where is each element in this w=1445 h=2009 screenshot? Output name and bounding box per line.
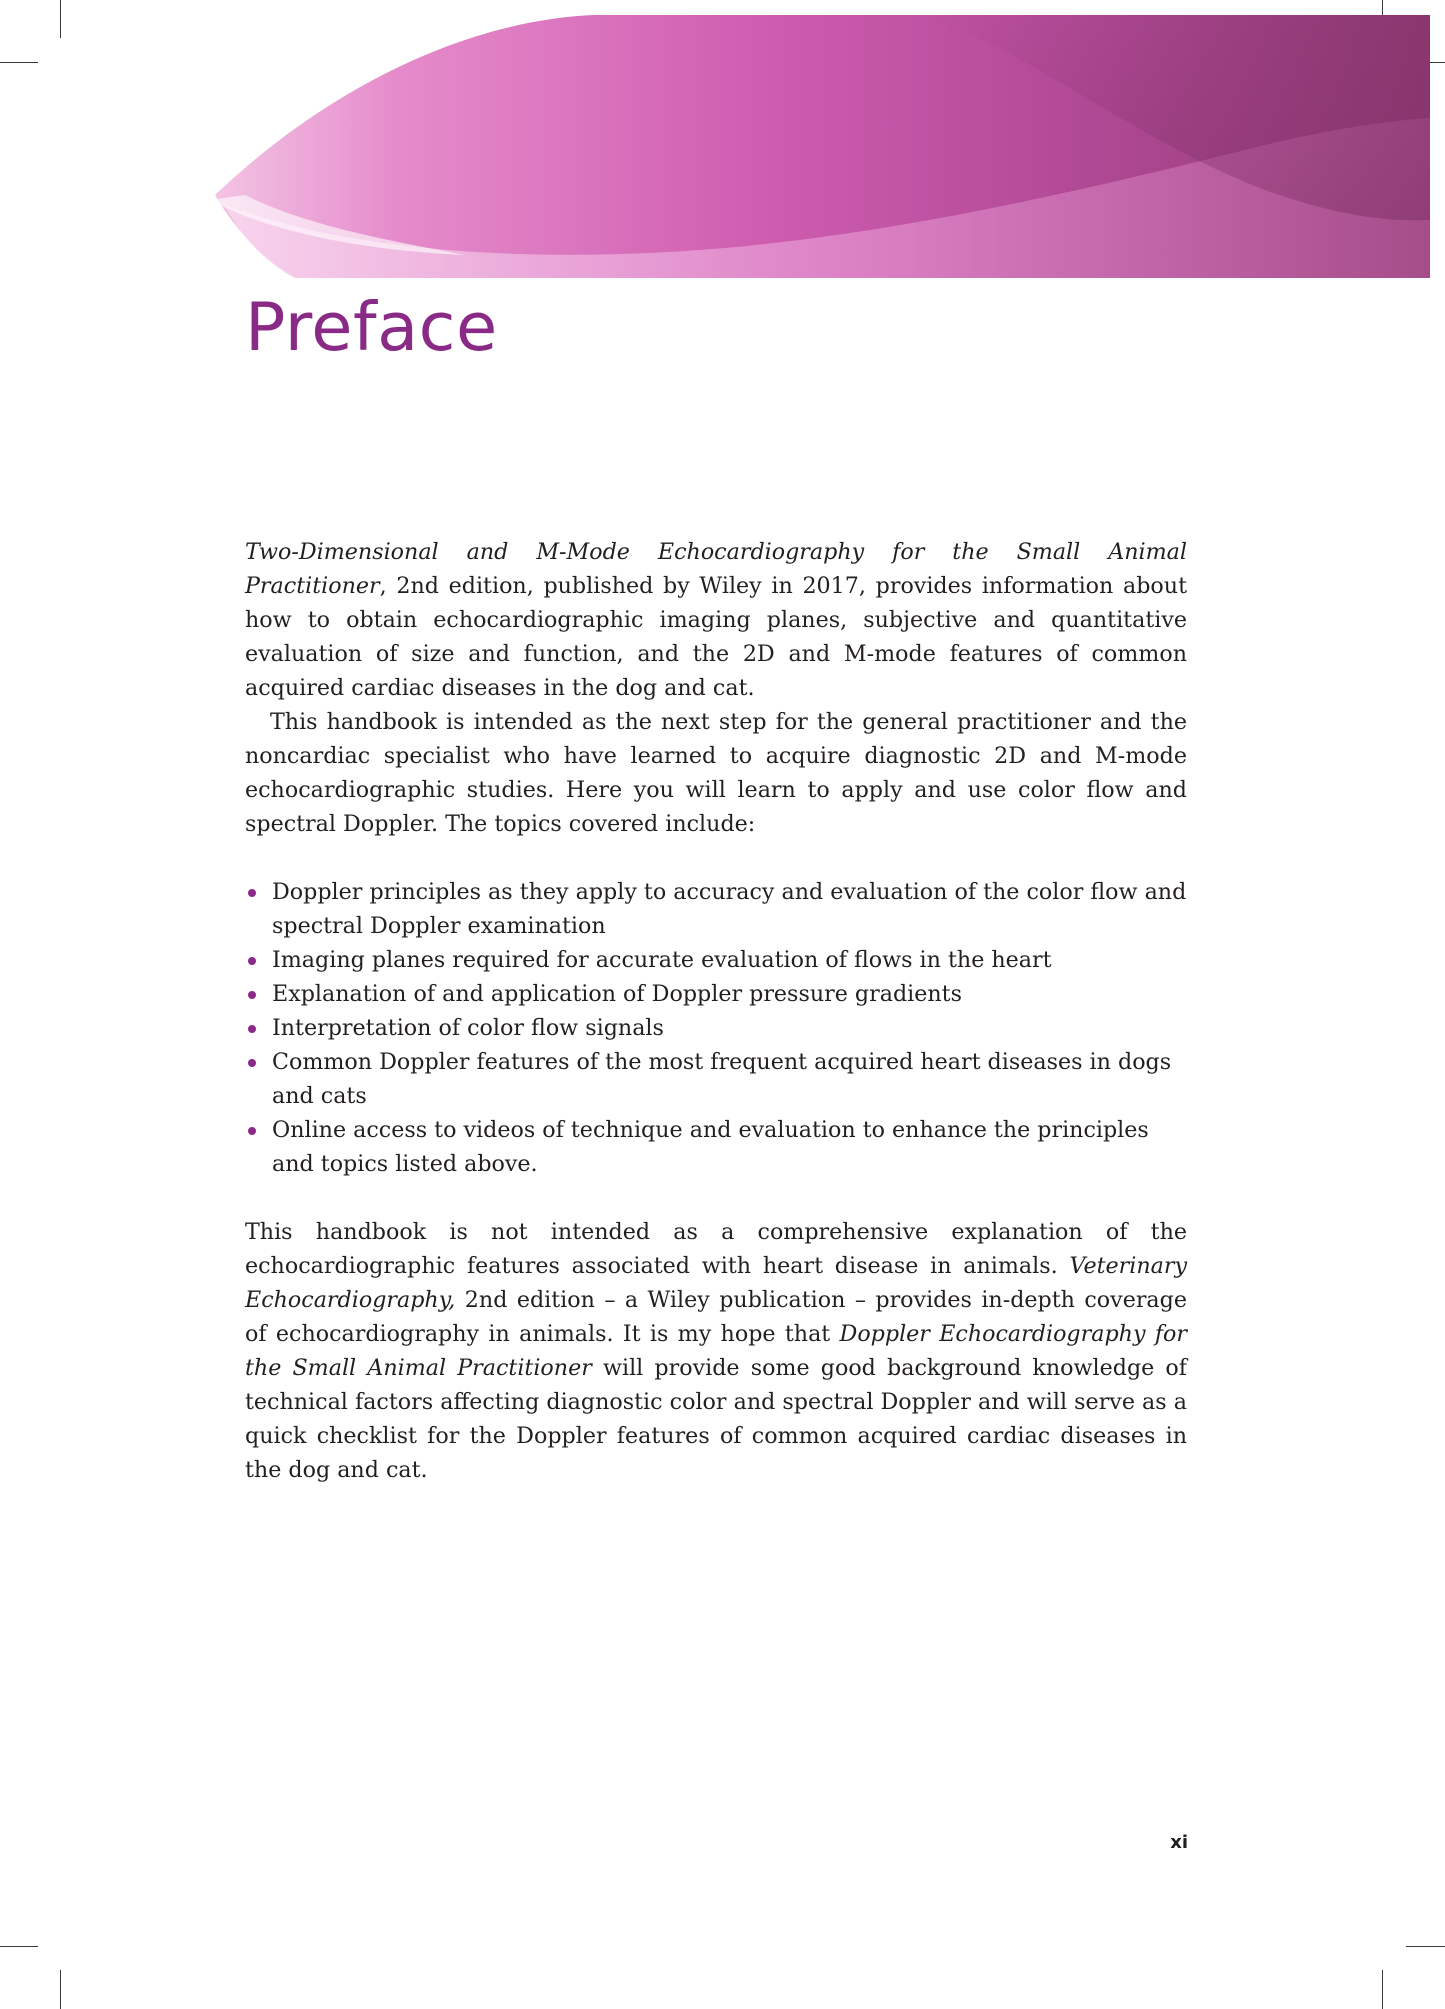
- crop-mark: [0, 62, 38, 63]
- bullet-icon: [248, 957, 256, 965]
- crop-mark: [60, 1970, 61, 2009]
- crop-mark: [60, 0, 61, 38]
- chapter-banner: [205, 0, 1430, 280]
- list-item-text: Interpretation of color flow signals: [272, 1015, 664, 1041]
- paragraph-text: , 2nd edition, published by Wiley in 2017, provides information about how to obtain echocardiographic imaging planes, subjective and quantitative evaluation of size and function, and the 2D and M-mode features of common acquired cardiac diseases in the dog and cat.: [245, 573, 1187, 701]
- paragraph-purpose: This handbook is intended as the next step for the general practitioner and the noncardiac specialist who have learned to acquire diagnostic 2D and M-mode echocardiographic studies. Here you will learn to apply and use color flow and spectral Doppler. The topics covered include:: [245, 709, 1187, 837]
- bullet-icon: [248, 1059, 256, 1067]
- crop-mark: [1406, 1946, 1445, 1947]
- paragraph-text: will provide some good background knowledge of technical factors affecting diagnostic color and spectral Doppler and will serve as a quick checklist for the Doppler features of common acquired cardiac diseases in the dog and cat.: [245, 1355, 1187, 1483]
- crop-mark: [1382, 1970, 1383, 2009]
- list-item-text: Imaging planes required for accurate evaluation of flows in the heart: [272, 947, 1052, 973]
- bullet-icon: [248, 889, 256, 897]
- bullet-icon: [248, 1127, 256, 1135]
- book-title-italic: Two-Dimensional and M-Mode Echocardiography for the Small Animal Practitioner: [245, 539, 1187, 599]
- page-title: Preface: [245, 288, 498, 366]
- topics-list: [245, 875, 1187, 1181]
- list-item: [245, 1113, 1187, 1181]
- list-item-text: Doppler principles as they apply to accuracy and evaluation of the color flow and spectral Doppler examination: [272, 879, 1187, 939]
- paragraph-text: This handbook is not intended as a comprehensive explanation of the echocardiographic features associated with heart disease in animals.: [245, 1219, 1187, 1279]
- preface-body: [245, 535, 1187, 1487]
- paragraph-intro: [245, 535, 1187, 705]
- paragraph-closing: [245, 1215, 1187, 1487]
- book-title-italic: Doppler Echocardiography for the Small Animal Practitioner: [245, 1321, 1187, 1381]
- list-item: [245, 1011, 1187, 1045]
- list-item: [245, 1045, 1187, 1113]
- list-item: [245, 977, 1187, 1011]
- book-title-italic: Veterinary Echocardiography,: [245, 1253, 1187, 1313]
- list-item-text: Explanation of and application of Doppler pressure gradients: [272, 981, 962, 1007]
- paragraph-text: 2nd edition – a Wiley publication – provides in-depth coverage of echocardiography in animals. It is my hope that: [245, 1287, 1187, 1347]
- page-number: xi: [1170, 1832, 1188, 1853]
- list-item-text: Online access to videos of technique and evaluation to enhance the principles and topics listed above.: [272, 1117, 1149, 1177]
- list-item: [245, 875, 1187, 943]
- list-item-text: Common Doppler features of the most frequent acquired heart diseases in dogs and cats: [272, 1049, 1172, 1109]
- bullet-icon: [248, 1025, 256, 1033]
- list-item: [245, 943, 1187, 977]
- crop-mark: [0, 1946, 38, 1947]
- bullet-icon: [248, 991, 256, 999]
